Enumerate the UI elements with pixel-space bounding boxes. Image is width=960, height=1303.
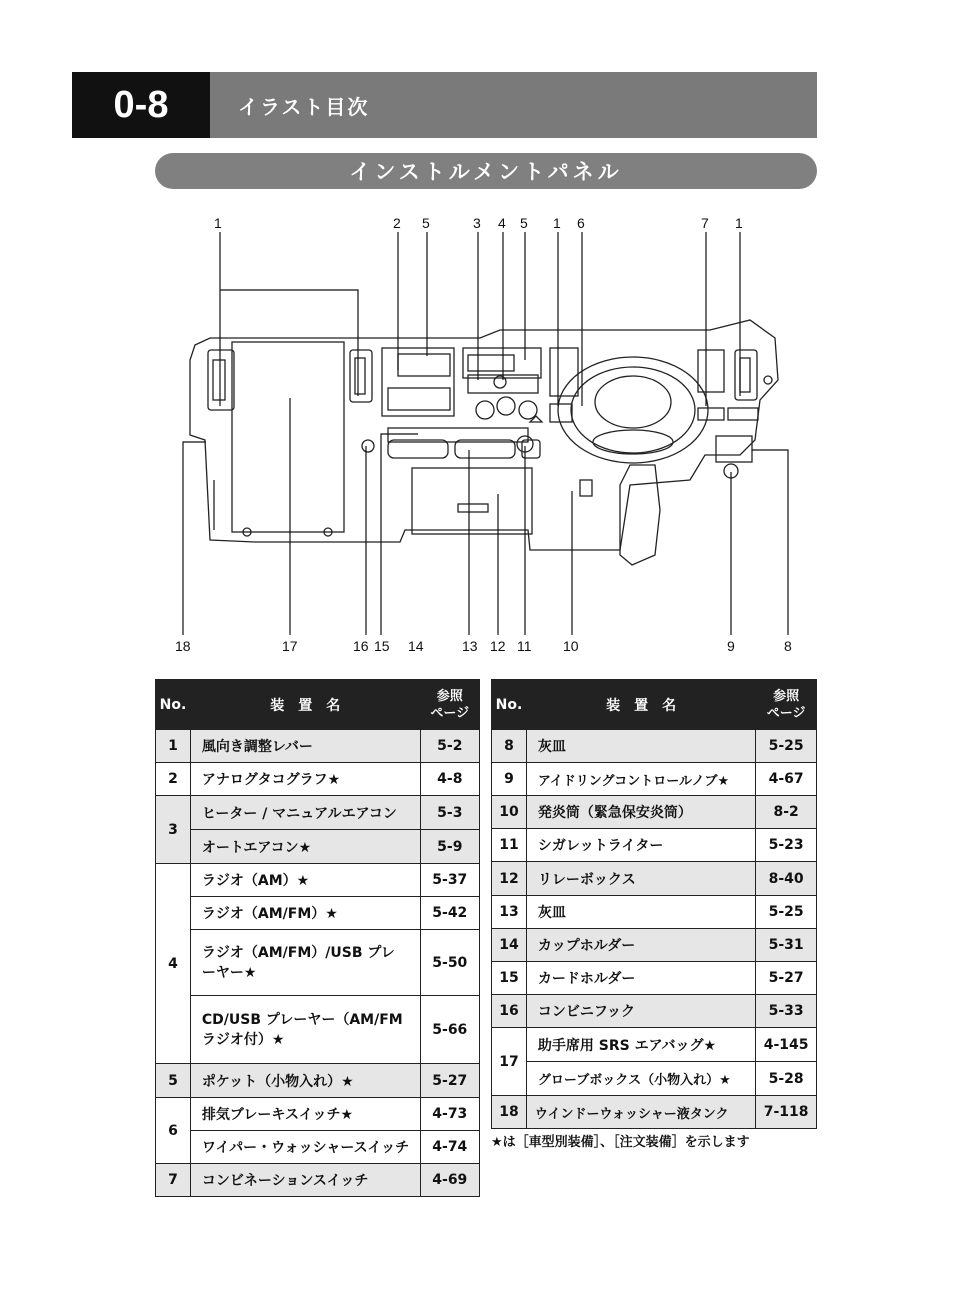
- row-no: 7: [156, 1164, 191, 1197]
- row-no: 14: [492, 929, 527, 962]
- callout-bottom: 17: [282, 638, 298, 654]
- table-row: [492, 1096, 817, 1129]
- callout-top: 1: [553, 215, 561, 231]
- row-ref: 5-66: [420, 996, 479, 1064]
- callout-bottom: 15: [374, 638, 390, 654]
- subtitle-banner: インストルメントパネル: [155, 153, 817, 189]
- row-ref: 5-33: [756, 995, 817, 1028]
- callout-top: 1: [214, 215, 222, 231]
- header-ref-line1: 参照: [773, 688, 800, 704]
- row-name: ヒーター / マニュアルエアコン: [190, 796, 420, 830]
- row-name: カップホルダー: [526, 929, 755, 962]
- row-no: 1: [156, 730, 191, 763]
- row-no: 16: [492, 995, 527, 1028]
- header-ref: [420, 680, 479, 730]
- row-name: 灰皿: [526, 896, 755, 929]
- component-table-right: [491, 679, 817, 1129]
- table-row: [156, 730, 480, 763]
- row-ref: 5-27: [756, 962, 817, 995]
- row-ref: 5-31: [756, 929, 817, 962]
- row-name: ラジオ（AM/FM）/USB プレーヤー★: [190, 930, 420, 996]
- row-ref: 5-28: [756, 1062, 817, 1096]
- row-name: リレーボックス: [526, 862, 755, 896]
- row-ref: 5-25: [756, 896, 817, 929]
- row-name: ワイパー・ウォッシャースイッチ: [190, 1131, 420, 1164]
- header-no: No.: [156, 680, 191, 730]
- callout-bottom: 11: [517, 638, 532, 654]
- row-name: 発炎筒（緊急保安炎筒）: [526, 796, 755, 829]
- table-row: [156, 864, 480, 897]
- row-ref: 8-40: [756, 862, 817, 896]
- row-name: 灰皿: [526, 730, 755, 763]
- row-name: ポケット（小物入れ）★: [190, 1064, 420, 1098]
- callout-bottom: 14: [408, 638, 424, 654]
- header-ref-line1: 参照: [436, 688, 463, 704]
- table-row: [492, 1028, 817, 1062]
- row-no: 5: [156, 1064, 191, 1098]
- callout-top: 5: [422, 215, 430, 231]
- callout-bottom: 9: [727, 638, 735, 654]
- callout-bottom: 13: [462, 638, 478, 654]
- table-row: [492, 995, 817, 1028]
- row-no: 3: [156, 796, 191, 864]
- table-row: [156, 897, 480, 930]
- row-ref: 4-69: [420, 1164, 479, 1197]
- row-no: 18: [492, 1096, 527, 1129]
- callout-top: 2: [393, 215, 401, 231]
- row-name: CD/USB プレーヤー（AM/FM ラジオ付）★: [190, 996, 420, 1064]
- table-row: [492, 1062, 817, 1096]
- header-ref-line2: ページ: [430, 705, 470, 721]
- section-title: イラスト目次: [238, 94, 370, 119]
- row-no: 15: [492, 962, 527, 995]
- section-header-bar: [210, 72, 817, 138]
- table-row: [156, 763, 480, 796]
- row-ref: 5-42: [420, 897, 479, 930]
- component-table-left: [155, 679, 480, 1197]
- row-no: 10: [492, 796, 527, 829]
- callout-bottom: 16: [353, 638, 369, 654]
- table-row: [156, 796, 480, 830]
- row-name: 助手席用 SRS エアバッグ★: [526, 1028, 755, 1062]
- row-name: 排気ブレーキスイッチ★: [190, 1098, 420, 1131]
- table-row: [156, 930, 480, 996]
- table-row: [492, 862, 817, 896]
- row-no: 12: [492, 862, 527, 896]
- row-ref: 5-27: [420, 1064, 479, 1098]
- row-name: シガレットライター: [526, 829, 755, 862]
- row-no: 11: [492, 829, 527, 862]
- footnote: ★は［車型別装備］、［注文装備］を示します: [491, 1135, 750, 1150]
- table-row: [492, 730, 817, 763]
- row-ref: 5-23: [756, 829, 817, 862]
- header-name: 装 置 名: [190, 680, 420, 730]
- callout-bottom: 12: [490, 638, 506, 654]
- table-row: [156, 996, 480, 1064]
- row-ref: 5-50: [420, 930, 479, 996]
- row-ref: 5-25: [756, 730, 817, 763]
- row-name: グローブボックス（小物入れ）★: [526, 1062, 755, 1096]
- row-name: アナログタコグラフ★: [190, 763, 420, 796]
- row-no: 8: [492, 730, 527, 763]
- row-no: 17: [492, 1028, 527, 1096]
- row-name: ラジオ（AM/FM）★: [190, 897, 420, 930]
- row-name: コンビネーションスイッチ: [190, 1164, 420, 1197]
- instrument-panel-illustration: [150, 210, 820, 665]
- page-number: 0-8: [72, 72, 210, 138]
- row-ref: 8-2: [756, 796, 817, 829]
- header-name: 装 置 名: [526, 680, 755, 730]
- table-row: [156, 1098, 480, 1131]
- row-name: アイドリングコントロールノブ★: [526, 763, 755, 796]
- callout-bottom: 18: [175, 638, 191, 654]
- table-row: [156, 1064, 480, 1098]
- table-row: [492, 796, 817, 829]
- row-no: 4: [156, 864, 191, 1064]
- row-name: ラジオ（AM）★: [190, 864, 420, 897]
- header-no: No.: [492, 680, 527, 730]
- row-ref: 5-3: [420, 796, 479, 830]
- row-ref: 4-145: [756, 1028, 817, 1062]
- row-no: 6: [156, 1098, 191, 1164]
- row-ref: 4-67: [756, 763, 817, 796]
- table-row: [156, 1131, 480, 1164]
- table-row: [492, 896, 817, 929]
- row-ref: 5-9: [420, 830, 479, 864]
- row-name: コンビニフック: [526, 995, 755, 1028]
- row-name: オートエアコン★: [190, 830, 420, 864]
- row-ref: 5-37: [420, 864, 479, 897]
- callout-labels-bottom: [175, 638, 792, 654]
- callout-bottom: 10: [563, 638, 579, 654]
- row-ref: 4-73: [420, 1098, 479, 1131]
- row-name: 風向き調整レバー: [190, 730, 420, 763]
- header-ref-line2: ページ: [766, 705, 806, 721]
- row-ref: 5-2: [420, 730, 479, 763]
- table-row: [492, 929, 817, 962]
- row-name: カードホルダー: [526, 962, 755, 995]
- callout-top: 4: [498, 215, 506, 231]
- table-row: [156, 1164, 480, 1197]
- table-row: [492, 962, 817, 995]
- callout-top: 7: [701, 215, 709, 231]
- callout-top: 6: [577, 215, 585, 231]
- table-row: [492, 829, 817, 862]
- row-ref: 7-118: [756, 1096, 817, 1129]
- callout-top: 3: [473, 215, 481, 231]
- row-no: 2: [156, 763, 191, 796]
- row-no: 9: [492, 763, 527, 796]
- callout-bottom: 8: [784, 638, 792, 654]
- row-ref: 4-8: [420, 763, 479, 796]
- header-ref: [756, 680, 817, 730]
- row-ref: 4-74: [420, 1131, 479, 1164]
- row-no: 13: [492, 896, 527, 929]
- row-name: ウインドーウォッシャー液タンク: [526, 1096, 755, 1129]
- table-header-row: [156, 680, 480, 730]
- callout-top: 1: [735, 215, 743, 231]
- table-row: [156, 830, 480, 864]
- callout-labels-top: [214, 215, 743, 231]
- table-row: [492, 763, 817, 796]
- table-header-row: [492, 680, 817, 730]
- callout-top: 5: [520, 215, 528, 231]
